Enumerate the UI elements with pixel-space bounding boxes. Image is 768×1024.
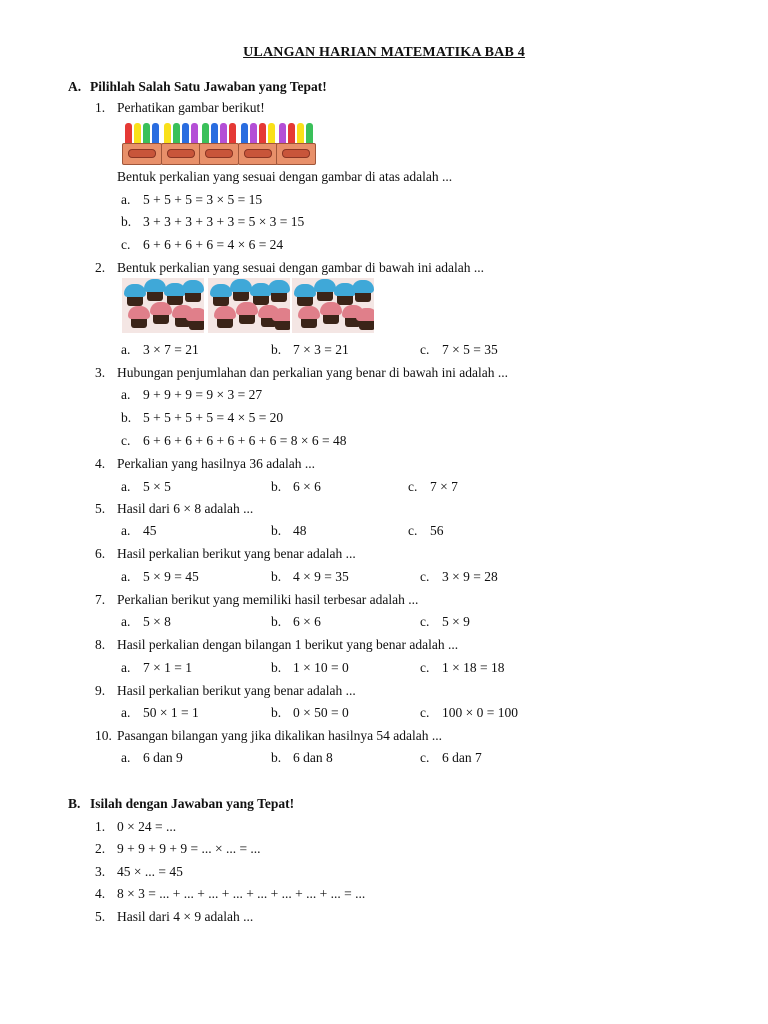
option-a5-a[interactable]	[121, 523, 157, 539]
option-text: 0 × 50 = 0	[293, 705, 349, 720]
crayon-box-label	[282, 149, 310, 158]
option-letter: b.	[271, 523, 282, 538]
cupcake-liner	[317, 291, 333, 301]
question-text: Hasil dari 4 × 9 adalah ...	[117, 909, 254, 924]
option-letter: b.	[271, 479, 282, 494]
question-number: 8.	[95, 637, 106, 652]
crayon	[202, 123, 209, 145]
cupcake-frosting	[144, 279, 166, 292]
option-text: 5 × 9 = 45	[143, 569, 199, 584]
crayon	[125, 123, 132, 145]
option-a6-a[interactable]	[121, 569, 199, 585]
cupcake-liner	[239, 314, 255, 324]
question-text: 0 × 24 = ...	[117, 819, 177, 834]
crayon-box	[238, 121, 276, 165]
option-text: 6 + 6 + 6 + 6 + 6 + 6 + 6 = 8 × 6 = 48	[143, 433, 347, 448]
cupcake-photos-image	[122, 278, 376, 333]
question-number: 2.	[95, 260, 106, 275]
question-text: Hasil perkalian berikut yang benar adalah ...	[117, 683, 356, 698]
option-text: 4 × 9 = 35	[293, 569, 349, 584]
option-letter: c.	[121, 237, 131, 252]
cupcake	[298, 306, 320, 328]
option-a3-b[interactable]	[121, 410, 283, 426]
option-a1-b[interactable]	[121, 214, 304, 230]
crayon	[279, 123, 286, 145]
cupcake-liner	[213, 296, 229, 306]
option-text: 7 × 7	[430, 479, 458, 494]
option-text: 5 + 5 + 5 = 3 × 5 = 15	[143, 192, 263, 207]
question-a6	[95, 546, 356, 562]
question-number: 1.	[95, 100, 106, 115]
cupcake-frosting	[150, 302, 172, 315]
cupcake	[272, 308, 290, 330]
cupcake-frosting	[294, 284, 316, 297]
option-letter: b.	[271, 569, 282, 584]
question-number: 9.	[95, 683, 106, 698]
question-text: 45 × ... = 45	[117, 864, 183, 879]
option-text: 6 dan 8	[293, 750, 333, 765]
question-a1-prompt: Bentuk perkalian yang sesuai dengan gambar di atas adalah ...	[117, 169, 453, 184]
question-text: Bentuk perkalian yang sesuai dengan gambar di bawah ini adalah ...	[117, 260, 485, 275]
cupcake	[352, 280, 374, 302]
crayon	[182, 123, 189, 145]
page-title: ULANGAN HARIAN MATEMATIKA BAB 4	[243, 45, 525, 60]
option-letter: a.	[121, 523, 131, 538]
question-number: 6.	[95, 546, 106, 561]
option-a8-a[interactable]	[121, 660, 192, 676]
question-number: 4.	[95, 456, 106, 471]
option-a10-a[interactable]	[121, 750, 183, 766]
cupcake-frosting	[356, 308, 374, 321]
cupcake-frosting	[268, 280, 290, 293]
cupcake	[150, 302, 172, 324]
section-b-letter: B.	[68, 796, 81, 811]
option-letter: b.	[121, 214, 132, 229]
cupcake-liner	[271, 292, 287, 302]
question-text: Perkalian berikut yang memiliki hasil terbesar adalah ...	[117, 592, 419, 607]
question-number: 3.	[95, 864, 106, 879]
cupcake-photo	[122, 278, 204, 333]
section-b-title: Isilah dengan Jawaban yang Tepat!	[90, 796, 295, 811]
crayon	[211, 123, 218, 145]
cupcake-frosting	[230, 279, 252, 292]
question-a10	[95, 728, 442, 744]
crayon-boxes-image	[122, 121, 314, 165]
crayon	[259, 123, 266, 145]
crayon-box	[276, 121, 314, 165]
question-text: Perkalian yang hasilnya 36 adalah ...	[117, 456, 315, 471]
option-letter: c.	[121, 433, 131, 448]
option-letter: b.	[121, 410, 132, 425]
question-a9	[95, 683, 356, 699]
option-text: 56	[430, 523, 444, 538]
cupcake	[128, 306, 150, 328]
crayon-box-label	[128, 149, 156, 158]
cupcake	[144, 279, 166, 301]
option-text: 5 × 5	[143, 479, 171, 494]
option-text: 3 × 7 = 21	[143, 342, 199, 357]
cupcake	[314, 279, 336, 301]
question-text: 8 × 3 = ... + ... + ... + ... + ... + ... + ... + ... = ...	[117, 886, 366, 901]
option-letter: b.	[271, 705, 282, 720]
cupcake	[294, 284, 316, 306]
cupcake	[236, 302, 258, 324]
option-letter: b.	[271, 660, 282, 675]
crayon	[297, 123, 304, 145]
option-letter: b.	[271, 750, 282, 765]
option-text: 7 × 3 = 21	[293, 342, 349, 357]
option-text: 45	[143, 523, 157, 538]
question-a5	[95, 501, 253, 517]
option-text: 9 + 9 + 9 = 9 × 3 = 27	[143, 387, 263, 402]
question-b2	[95, 841, 261, 857]
option-a3-a[interactable]	[121, 387, 262, 403]
question-text: 9 + 9 + 9 + 9 = ... × ... = ...	[117, 841, 261, 856]
option-text: 5 × 8	[143, 614, 171, 629]
option-letter: c.	[420, 750, 430, 765]
cupcake-frosting	[272, 308, 290, 321]
option-text: 6 dan 7	[442, 750, 482, 765]
option-letter: a.	[121, 192, 131, 207]
option-letter: a.	[121, 705, 131, 720]
option-text: 6 dan 9	[143, 750, 183, 765]
question-text: Pasangan bilangan yang jika dikalikan hasilnya 54 adalah ...	[117, 728, 443, 743]
option-a7-b[interactable]	[271, 614, 321, 630]
question-b5	[95, 909, 253, 925]
cupcake	[214, 306, 236, 328]
crayon-box	[199, 121, 237, 165]
cupcake-frosting	[352, 280, 374, 293]
crayon	[173, 123, 180, 145]
crayon	[134, 123, 141, 145]
option-letter: b.	[271, 342, 282, 357]
option-a1-c[interactable]	[121, 237, 283, 253]
cupcake-liner	[185, 292, 201, 302]
question-a1	[95, 100, 265, 116]
crayon	[268, 123, 275, 145]
question-number: 1.	[95, 819, 106, 834]
option-a8-c[interactable]	[420, 660, 504, 676]
option-a9-a[interactable]	[121, 705, 199, 721]
cupcake	[210, 284, 232, 306]
option-a4-a[interactable]	[121, 479, 171, 495]
crayon-box-label	[167, 149, 195, 158]
crayon	[250, 123, 257, 145]
option-text: 100 × 0 = 100	[442, 705, 518, 720]
option-letter: c.	[420, 614, 430, 629]
question-number: 5.	[95, 909, 106, 924]
section-a-title: Pilihlah Salah Satu Jawaban yang Tepat!	[90, 79, 327, 94]
option-letter: c.	[420, 660, 430, 675]
crayon-box	[122, 121, 160, 165]
cupcake-liner	[127, 296, 143, 306]
cupcake-frosting	[214, 306, 236, 319]
cupcake-liner	[217, 318, 233, 328]
section-b-heading	[68, 796, 294, 812]
option-a2-b[interactable]	[271, 342, 349, 358]
option-text: 6 × 6	[293, 614, 321, 629]
crayon	[229, 123, 236, 145]
question-a2	[95, 260, 484, 276]
option-text: 50 × 1 = 1	[143, 705, 199, 720]
question-b3	[95, 864, 183, 880]
option-text: 1 × 18 = 18	[442, 660, 505, 675]
question-b4	[95, 886, 365, 902]
option-a4-c[interactable]	[408, 479, 458, 495]
cupcake	[268, 280, 290, 302]
option-text: 3 + 3 + 3 + 3 + 3 = 5 × 3 = 15	[143, 214, 305, 229]
option-a6-c[interactable]	[420, 569, 498, 585]
crayon-box-label	[205, 149, 233, 158]
cupcake-frosting	[236, 302, 258, 315]
option-text: 7 × 1 = 1	[143, 660, 192, 675]
crayon	[152, 123, 159, 145]
option-letter: a.	[121, 660, 131, 675]
cupcake-liner	[359, 320, 374, 330]
cupcake	[320, 302, 342, 324]
option-a1-a[interactable]	[121, 192, 262, 208]
option-letter: b.	[271, 614, 282, 629]
question-a4	[95, 456, 315, 472]
option-letter: a.	[121, 614, 131, 629]
question-text: Hasil perkalian berikut yang benar adalah ...	[117, 546, 356, 561]
question-text: Perhatikan gambar berikut!	[117, 100, 265, 115]
crayon	[164, 123, 171, 145]
crayon	[241, 123, 248, 145]
question-a8	[95, 637, 458, 653]
question-text: Hubungan penjumlahan dan perkalian yang benar di bawah ini adalah ...	[117, 365, 508, 380]
option-a6-b[interactable]	[271, 569, 349, 585]
cupcake-frosting	[182, 280, 204, 293]
option-text: 6 × 6	[293, 479, 321, 494]
cupcake	[230, 279, 252, 301]
question-text: Hasil perkalian dengan bilangan 1 berikut yang benar adalah ...	[117, 637, 459, 652]
option-text: 5 + 5 + 5 + 5 = 4 × 5 = 20	[143, 410, 284, 425]
option-letter: c.	[408, 479, 418, 494]
crayon	[191, 123, 198, 145]
question-number: 3.	[95, 365, 106, 380]
cupcake	[182, 280, 204, 302]
option-a9-c[interactable]	[420, 705, 518, 721]
cupcake	[124, 284, 146, 306]
cupcake-liner	[147, 291, 163, 301]
option-a7-a[interactable]	[121, 614, 171, 630]
option-letter: a.	[121, 750, 131, 765]
cupcake	[186, 308, 204, 330]
cupcake-liner	[131, 318, 147, 328]
option-text: 7 × 5 = 35	[442, 342, 498, 357]
question-text: Hasil dari 6 × 8 adalah ...	[117, 501, 254, 516]
question-a7	[95, 592, 418, 608]
cupcake-liner	[323, 314, 339, 324]
crayon	[220, 123, 227, 145]
cupcake-frosting	[210, 284, 232, 297]
cupcake-photo	[208, 278, 290, 333]
option-a2-a[interactable]	[121, 342, 199, 358]
cupcake	[356, 308, 374, 330]
question-b1	[95, 819, 176, 835]
option-a8-b[interactable]	[271, 660, 349, 676]
option-a9-b[interactable]	[271, 705, 349, 721]
option-a4-b[interactable]	[271, 479, 321, 495]
option-a3-c[interactable]	[121, 433, 347, 449]
cupcake-liner	[233, 291, 249, 301]
option-text: 6 + 6 + 6 + 6 = 4 × 6 = 24	[143, 237, 284, 252]
option-text: 48	[293, 523, 307, 538]
option-letter: c.	[408, 523, 418, 538]
question-number: 4.	[95, 886, 106, 901]
option-text: 1 × 10 = 0	[293, 660, 349, 675]
cupcake-liner	[153, 314, 169, 324]
option-letter: c.	[420, 342, 430, 357]
cupcake-frosting	[314, 279, 336, 292]
option-letter: c.	[420, 705, 430, 720]
cupcake-liner	[297, 296, 313, 306]
crayon	[288, 123, 295, 145]
cupcake-liner	[355, 292, 371, 302]
crayon	[143, 123, 150, 145]
option-letter: c.	[420, 569, 430, 584]
question-number: 10.	[95, 728, 112, 743]
option-letter: a.	[121, 387, 131, 402]
cupcake-frosting	[124, 284, 146, 297]
question-number: 7.	[95, 592, 106, 607]
cupcake-frosting	[298, 306, 320, 319]
option-a10-c[interactable]	[420, 750, 482, 766]
cupcake-frosting	[186, 308, 204, 321]
option-text: 3 × 9 = 28	[442, 569, 498, 584]
cupcake-liner	[301, 318, 317, 328]
option-a5-c[interactable]	[408, 523, 444, 539]
option-a2-c[interactable]	[420, 342, 498, 358]
crayon-box-label	[244, 149, 272, 158]
option-text: 5 × 9	[442, 614, 470, 629]
section-a-letter: A.	[68, 79, 82, 94]
crayon-box	[161, 121, 199, 165]
cupcake-frosting	[128, 306, 150, 319]
option-a5-b[interactable]	[271, 523, 307, 539]
cupcake-photo	[292, 278, 374, 333]
option-letter: a.	[121, 569, 131, 584]
question-a3	[95, 365, 508, 381]
cupcake-frosting	[320, 302, 342, 315]
crayon	[306, 123, 313, 145]
question-number: 5.	[95, 501, 106, 516]
option-letter: a.	[121, 479, 131, 494]
question-number: 2.	[95, 841, 106, 856]
option-letter: a.	[121, 342, 131, 357]
section-a-heading	[68, 79, 327, 95]
cupcake-liner	[275, 320, 290, 330]
option-a10-b[interactable]	[271, 750, 333, 766]
option-a7-c[interactable]	[420, 614, 470, 630]
cupcake-liner	[189, 320, 204, 330]
